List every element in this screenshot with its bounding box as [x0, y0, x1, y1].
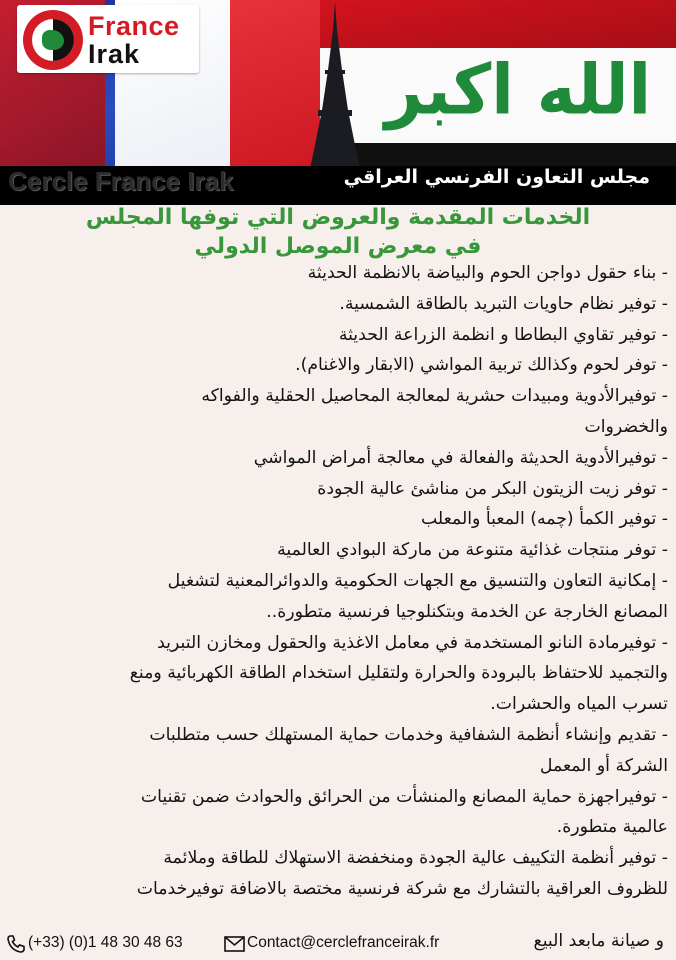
takbir-emblem [378, 38, 658, 138]
service-line: - إمكانية التعاون والتنسيق مع الجهات الحكومية والدوائرالمعنية لتشغيل [167, 570, 668, 591]
page-title-line1: الخدمات المقدمة والعروض التي توفها المجلس [85, 205, 591, 230]
header-banner [0, 0, 676, 205]
service-line: والتجميد للاحتفاظ بالبرودة والحرارة ولتقليل استخدام الطاقة الكهربائية ومنع [129, 663, 668, 684]
logo-emblem [23, 10, 83, 70]
phone-number[interactable]: (+33) (0)1 48 30 48 63 [28, 934, 183, 951]
takbir-text: الله اكبر [384, 49, 652, 130]
services-list [8, 258, 668, 905]
service-line: - بناء حقول دواجن الحوم والبياضة بالانظمة الحديثة [307, 263, 668, 283]
service-line: - توفر منتجات غذائية متنوعة من ماركة البوادي العالمية [277, 540, 668, 561]
service-line: الشركة أو المعمل [539, 755, 668, 776]
logo-word-irak: Irak [88, 39, 141, 69]
email-address[interactable]: Contact@cerclefranceirak.fr [247, 934, 440, 951]
phone-icon [6, 934, 26, 954]
page-title-line2: في معرض الموصل الدولي [194, 234, 482, 259]
service-line: المصانع الخارجة عن الخدمة وبتكنلوجيا فرنسية متطورة.. [266, 601, 668, 622]
service-line: - توفيرالأدوية ومبيدات حشرية لمعالجة المحاصيل الحقلية والفواكه [201, 386, 668, 407]
service-line: والخضروات [584, 416, 668, 437]
service-line: - تقديم وإنشاء أنظمة الشفافية وخدمات حماية المستهلك حسب متطلبات [149, 724, 668, 745]
service-line: - توفيرمادة النانو المستخدمة في معامل الاغذية والحقول ومخازن التبريد [157, 632, 668, 653]
mail-icon [224, 936, 245, 952]
contact-footer [0, 930, 676, 960]
service-line: - توفر زيت الزيتون البكر من مناشئ عالية الجودة [317, 478, 668, 499]
france-irak-logo [17, 5, 199, 73]
service-line: للظروف العراقية بالتشارك مع شركة فرنسية مختصة بالاضافة توفيرخدمات [136, 878, 668, 899]
service-line: - توفير تقاوي البطاطا و انظمة الزراعة الحديثة [338, 324, 668, 345]
service-line: - توفيراجهزة حماية المصانع والمنشأت من الحرائق والحوادث ضمن تقنيات [140, 786, 668, 807]
logo-word-france: France [88, 11, 180, 41]
service-line: - توفر لحوم وكذالك تربية المواشي (الابقار والاغنام). [295, 355, 668, 376]
service-line: - توفيرالأدوية الحديثة والفعالة في معالجة أمراض المواشي [253, 447, 668, 468]
service-line: تسرب المياه والحشرات. [490, 694, 668, 715]
service-line: - توفير نظام حاويات التبريد بالطاقة الشمسية. [339, 293, 668, 314]
organization-name-ar: مجلس التعاون الفرنسي العراقي [343, 166, 650, 188]
service-line: - توفير أنظمة التكييف عالية الجودة ومنخفضة الاستهلاك للطاقة وملائمة [163, 848, 668, 869]
organization-name-fr: Cercle France Irak [8, 166, 234, 196]
service-line: - توفير الكمأ (چمه) المعبأ والمعلب [420, 509, 668, 530]
service-line-last: و صيانة مابعد البيع [533, 931, 664, 951]
service-line: عالمية متطورة. [556, 817, 668, 838]
